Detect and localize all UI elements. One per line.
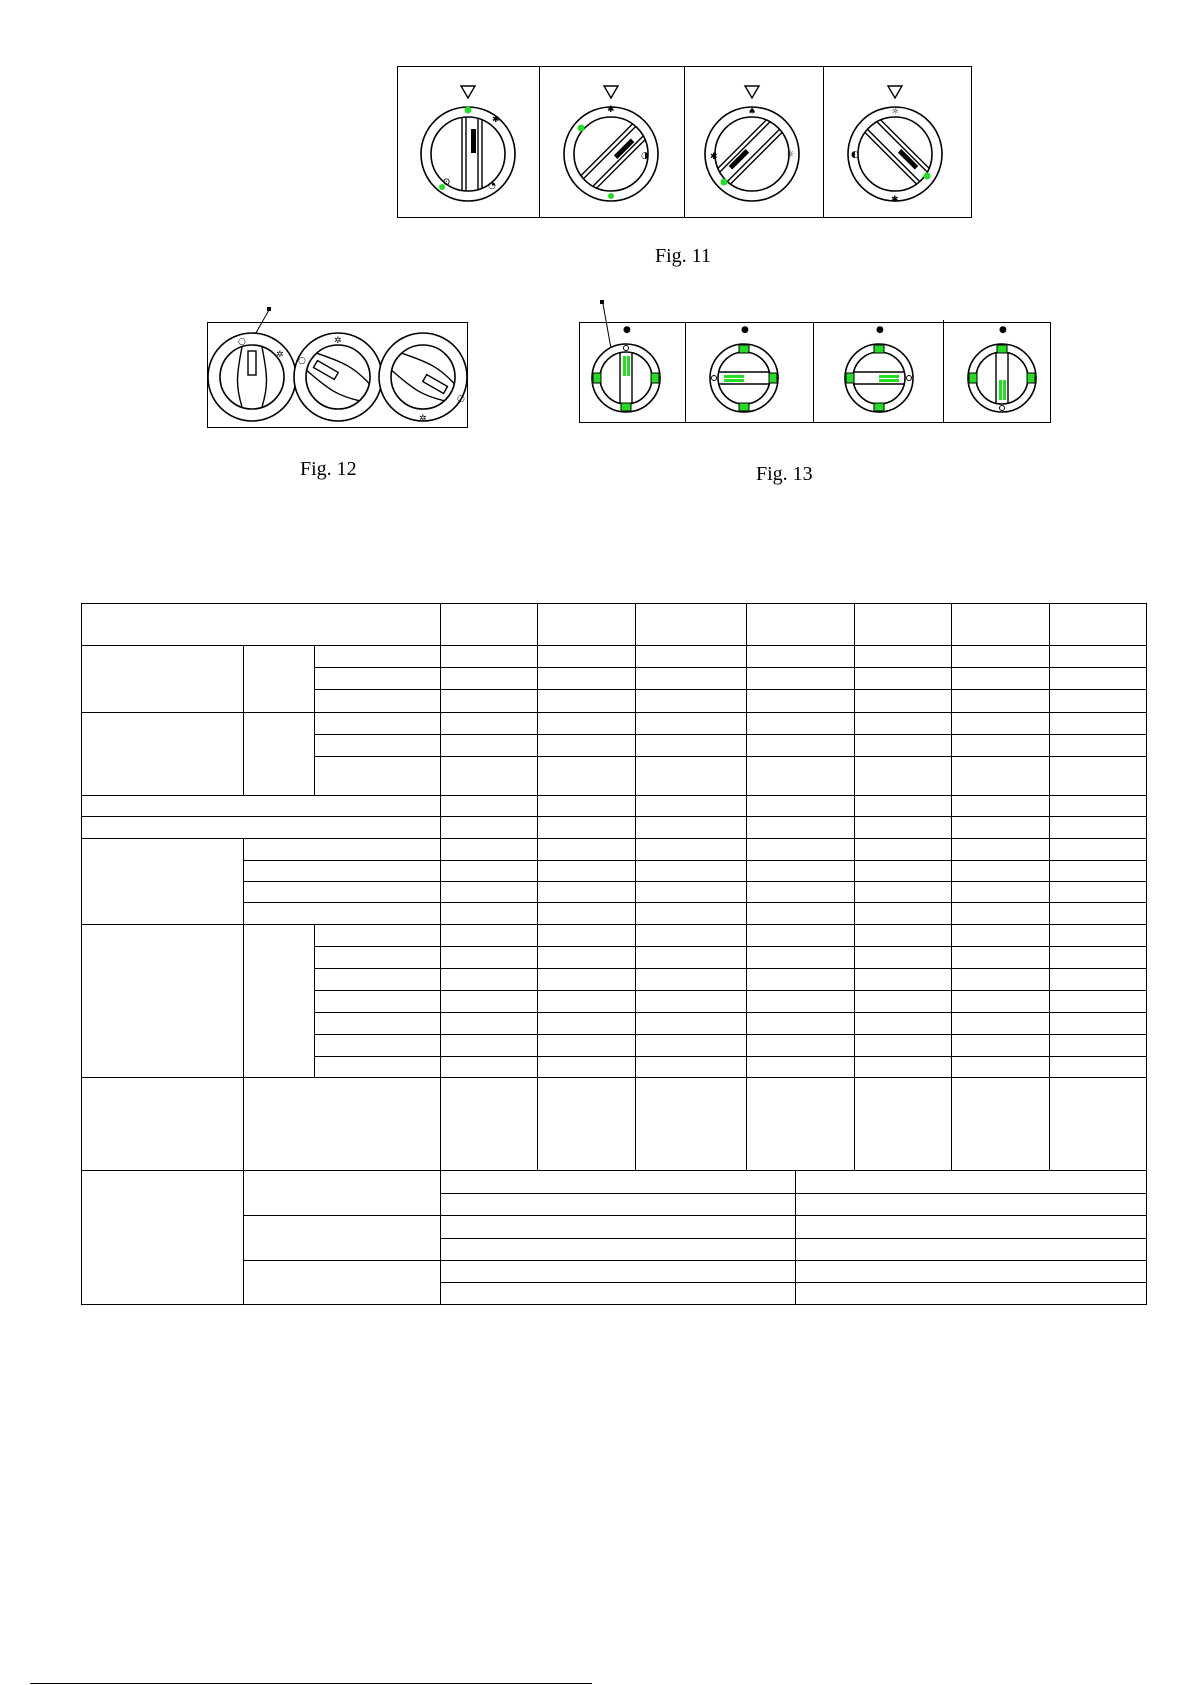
table-rule (82, 838, 1146, 839)
green-dot-icon (608, 193, 614, 199)
fig11-knob-1 (421, 86, 515, 201)
drop-icon: ○ (238, 337, 246, 347)
table-rule (243, 902, 1146, 903)
table-rule (82, 924, 1146, 925)
star-icon: ✱ (607, 105, 615, 115)
sun-icon: ☼ (891, 107, 900, 117)
fan-icon: ◑ (641, 151, 649, 161)
table-rule (314, 1034, 1146, 1035)
fig13-knobs (579, 296, 1051, 426)
star-icon: ✱ (492, 115, 500, 125)
table-rule (82, 645, 1146, 646)
fig13-knob-2 (710, 325, 778, 412)
pointer-triangle-icon (461, 86, 475, 98)
fig12-knob-3 (379, 333, 467, 424)
fig11-knob-4 (848, 86, 942, 205)
table-rule (314, 924, 315, 1077)
green-dot-icon (465, 107, 472, 114)
table-rule (314, 1056, 1146, 1057)
dot-icon: ● (623, 325, 631, 335)
table-rule (440, 604, 441, 1304)
pointer-triangle-icon (888, 86, 902, 98)
fig11-knobs (397, 66, 972, 218)
table-rule (440, 1193, 1146, 1194)
fig12-knobs (207, 305, 468, 430)
table-rule (314, 734, 1146, 735)
table-rule (635, 604, 636, 1170)
fig11-caption: Fig. 11 (655, 245, 711, 267)
table-rule (243, 1215, 1146, 1216)
drop-icon: ○ (457, 394, 465, 404)
table-rule (82, 712, 1146, 713)
table-rule (314, 689, 1146, 690)
table-rule (314, 990, 1146, 991)
fig13-knob-4 (968, 325, 1036, 412)
fig12-knob-1 (208, 333, 296, 421)
table-rule (314, 756, 1146, 757)
star-icon: ✱ (710, 152, 718, 162)
star-icon: ✲ (276, 350, 284, 360)
table-rule (1049, 604, 1050, 1170)
fig11-knob-3 (705, 86, 799, 201)
spec-table (81, 603, 1147, 1305)
table-rule (854, 604, 855, 1170)
star-icon: ✱ (891, 195, 899, 205)
dot-icon: ● (999, 325, 1007, 335)
table-rule (243, 645, 244, 712)
table-rule (243, 881, 1146, 882)
table-rule (243, 712, 244, 795)
table-rule (314, 667, 1146, 668)
fig12-knob-2 (294, 333, 382, 421)
table-rule (314, 1012, 1146, 1013)
fig13-knob-3 (845, 325, 913, 412)
table-rule (243, 860, 1146, 861)
star-icon: ✲ (334, 336, 342, 346)
drop-icon: ♠ (748, 107, 757, 117)
green-dot-icon (578, 125, 585, 132)
drop-icon: ʘ (443, 178, 451, 188)
table-rule (82, 1170, 1146, 1171)
star-icon: ✲ (419, 414, 427, 424)
fig11-knob-2 (564, 86, 658, 201)
footnote-rule (30, 1683, 592, 1684)
dot-icon: ● (876, 325, 884, 335)
dot-icon: ● (741, 325, 749, 335)
pointer-triangle-icon (745, 86, 759, 98)
fan-icon: ◔ (488, 181, 496, 191)
drop-icon: ○ (298, 356, 306, 366)
table-rule (951, 604, 952, 1170)
green-dot-icon (721, 179, 728, 186)
fig12-caption: Fig. 12 (300, 458, 357, 480)
fig13-caption: Fig. 13 (756, 463, 813, 485)
table-rule (314, 946, 1146, 947)
table-rule (440, 1238, 1146, 1239)
table-rule (440, 1282, 1146, 1283)
green-dot-icon (924, 173, 931, 180)
fan-icon: ◐ (851, 150, 859, 160)
table-rule (314, 645, 315, 795)
fig13-knob-1 (592, 325, 660, 412)
table-rule (314, 968, 1146, 969)
table-rule (537, 604, 538, 1170)
table-rule (746, 604, 747, 1170)
table-rule (82, 1077, 1146, 1078)
table-rule (82, 795, 1146, 796)
table-rule (243, 838, 244, 1304)
table-rule (82, 816, 1146, 817)
table-rule (795, 1170, 796, 1304)
sun-icon: ☼ (786, 150, 795, 160)
pointer-triangle-icon (604, 86, 618, 98)
table-rule (243, 1260, 1146, 1261)
